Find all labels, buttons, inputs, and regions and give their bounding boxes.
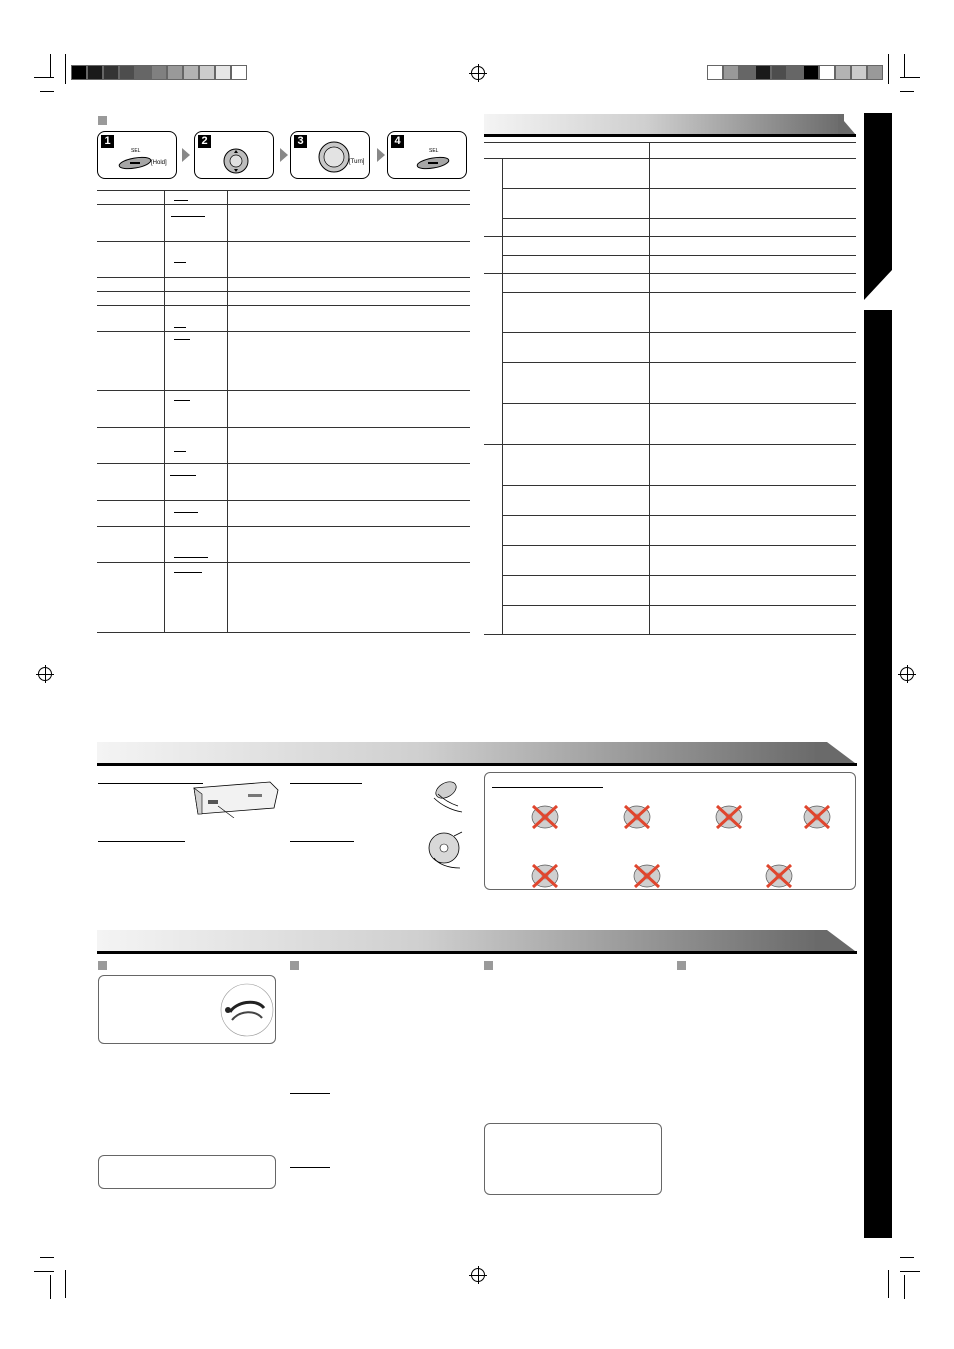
crop-mark bbox=[888, 54, 889, 84]
option-underline bbox=[174, 339, 190, 340]
amplifier-logo-icon bbox=[216, 980, 278, 1040]
disc-handling-icon bbox=[424, 828, 468, 870]
gray-swatch bbox=[71, 65, 87, 80]
gray-swatch bbox=[867, 65, 883, 80]
registration-mark-icon bbox=[38, 667, 52, 681]
crop-mark bbox=[900, 1257, 914, 1258]
crop-mark bbox=[50, 1275, 51, 1299]
sel-button-icon bbox=[118, 156, 152, 170]
heading-underline bbox=[98, 841, 185, 842]
sel-label: SEL bbox=[131, 148, 141, 154]
table-rule bbox=[97, 390, 470, 391]
table-rule bbox=[502, 515, 856, 516]
option-underline bbox=[171, 216, 205, 217]
step-number: 4 bbox=[391, 135, 404, 148]
crop-mark bbox=[40, 91, 54, 92]
table-rule bbox=[502, 332, 856, 333]
gray-swatch bbox=[87, 65, 103, 80]
arrow-icon bbox=[377, 148, 385, 162]
heading-underline bbox=[492, 787, 603, 788]
banner-tip bbox=[815, 742, 857, 764]
crop-mark bbox=[888, 1270, 889, 1298]
option-underline bbox=[170, 475, 196, 476]
table-rule bbox=[502, 403, 856, 404]
gray-swatch bbox=[103, 65, 119, 80]
gray-swatch bbox=[215, 65, 231, 80]
control-dial-icon bbox=[317, 140, 351, 174]
registration-mark-icon bbox=[471, 66, 485, 80]
banner-rule bbox=[97, 951, 857, 954]
note-box bbox=[98, 1155, 276, 1189]
arrow-icon bbox=[280, 148, 288, 162]
gray-swatch bbox=[199, 65, 215, 80]
banner-tip bbox=[838, 114, 858, 135]
table-rule bbox=[97, 331, 470, 332]
table-rule bbox=[97, 291, 470, 292]
table-rule bbox=[502, 575, 856, 576]
option-underline bbox=[174, 400, 190, 401]
section-bullet bbox=[98, 116, 107, 125]
gray-swatch bbox=[231, 65, 247, 80]
prohibited-disc-icon bbox=[528, 803, 562, 831]
table-rule bbox=[502, 545, 856, 546]
gray-swatch bbox=[723, 65, 739, 80]
control-pad-icon bbox=[223, 148, 249, 174]
table-rule bbox=[484, 273, 856, 274]
table-rule bbox=[502, 362, 856, 363]
table-rule bbox=[484, 142, 856, 143]
crop-mark bbox=[904, 54, 905, 78]
table-rule bbox=[97, 526, 470, 527]
prohibited-disc-icon bbox=[528, 862, 562, 890]
table-rule bbox=[484, 158, 856, 159]
sel-button-icon bbox=[416, 156, 450, 170]
section-bullet bbox=[290, 961, 299, 970]
section-banner bbox=[484, 114, 844, 135]
gray-swatch bbox=[135, 65, 151, 80]
section-banner bbox=[97, 742, 819, 763]
gray-swatch bbox=[803, 65, 819, 80]
sel-label: SEL bbox=[429, 148, 439, 154]
disc-handling-icon bbox=[428, 774, 466, 814]
step-2-box bbox=[194, 131, 274, 179]
banner-rule bbox=[97, 763, 857, 766]
heading-underline bbox=[290, 1093, 330, 1094]
gray-swatch bbox=[183, 65, 199, 80]
table-rule bbox=[97, 190, 470, 191]
table-rule bbox=[97, 305, 470, 306]
table-rule bbox=[97, 241, 470, 242]
table-rule bbox=[502, 255, 856, 256]
table-rule bbox=[502, 292, 856, 293]
arrow-icon bbox=[182, 148, 190, 162]
heading-underline bbox=[290, 783, 362, 784]
crop-mark bbox=[34, 77, 54, 78]
crop-mark bbox=[34, 1271, 54, 1272]
step-1-box bbox=[97, 131, 177, 179]
option-underline bbox=[174, 451, 186, 452]
gray-swatch bbox=[851, 65, 867, 80]
table-rule bbox=[97, 463, 470, 464]
table-rule bbox=[484, 634, 856, 635]
prohibited-disc-icon bbox=[800, 803, 834, 831]
step-number: 2 bbox=[198, 135, 211, 148]
gray-swatch bbox=[819, 65, 835, 80]
table-rule bbox=[97, 277, 470, 278]
crop-mark bbox=[904, 1275, 905, 1299]
registration-mark-icon bbox=[900, 667, 914, 681]
table-rule bbox=[502, 188, 856, 189]
table-rule bbox=[97, 204, 470, 205]
table-rule bbox=[227, 190, 228, 632]
section-banner bbox=[97, 930, 819, 951]
table-rule bbox=[97, 562, 470, 563]
gray-swatch bbox=[119, 65, 135, 80]
section-bullet bbox=[677, 961, 686, 970]
step-3-box bbox=[290, 131, 370, 179]
banner-tip bbox=[815, 930, 857, 952]
turn-label: [Turn] bbox=[349, 159, 365, 165]
option-underline bbox=[174, 557, 208, 558]
table-rule bbox=[164, 190, 165, 632]
gray-swatch bbox=[707, 65, 723, 80]
heading-underline bbox=[290, 1167, 330, 1168]
table-rule bbox=[502, 218, 856, 219]
crop-mark bbox=[900, 91, 914, 92]
prohibited-disc-icon bbox=[712, 803, 746, 831]
crop-mark bbox=[40, 1257, 54, 1258]
crop-mark bbox=[50, 54, 51, 78]
prohibited-disc-icon bbox=[630, 862, 664, 890]
table-rule bbox=[484, 444, 856, 445]
gray-swatch bbox=[151, 65, 167, 80]
gray-swatch bbox=[755, 65, 771, 80]
prohibited-disc-icon bbox=[762, 862, 796, 890]
crop-mark bbox=[900, 77, 920, 78]
banner-rule bbox=[484, 134, 856, 137]
option-underline bbox=[174, 572, 202, 573]
side-tab-edge bbox=[864, 270, 892, 1270]
gray-swatch bbox=[787, 65, 803, 80]
gray-swatch bbox=[167, 65, 183, 80]
table-rule bbox=[502, 158, 503, 634]
option-underline bbox=[174, 327, 186, 328]
gray-swatch bbox=[771, 65, 787, 80]
heading-underline bbox=[290, 841, 354, 842]
table-rule bbox=[502, 485, 856, 486]
table-rule bbox=[97, 632, 470, 633]
section-bullet bbox=[484, 961, 493, 970]
step-4-box bbox=[387, 131, 467, 179]
table-rule bbox=[484, 236, 856, 237]
prohibited-disc-icon bbox=[620, 803, 654, 831]
option-underline bbox=[174, 200, 188, 201]
registration-mark-icon bbox=[471, 1268, 485, 1282]
option-underline bbox=[174, 262, 186, 263]
gray-swatch bbox=[835, 65, 851, 80]
section-bullet bbox=[98, 961, 107, 970]
crop-mark bbox=[900, 1271, 920, 1272]
step-number: 3 bbox=[294, 135, 307, 148]
faceplate-icon bbox=[188, 780, 280, 818]
option-underline bbox=[174, 512, 198, 513]
crop-mark bbox=[65, 1270, 66, 1298]
gray-swatch bbox=[739, 65, 755, 80]
table-rule bbox=[97, 427, 470, 428]
crop-mark bbox=[65, 54, 66, 84]
step-number: 1 bbox=[101, 135, 114, 148]
note-box bbox=[484, 1123, 662, 1195]
hold-label: [Hold] bbox=[151, 160, 167, 166]
table-rule bbox=[502, 605, 856, 606]
table-rule bbox=[649, 142, 650, 634]
table-rule bbox=[97, 500, 470, 501]
